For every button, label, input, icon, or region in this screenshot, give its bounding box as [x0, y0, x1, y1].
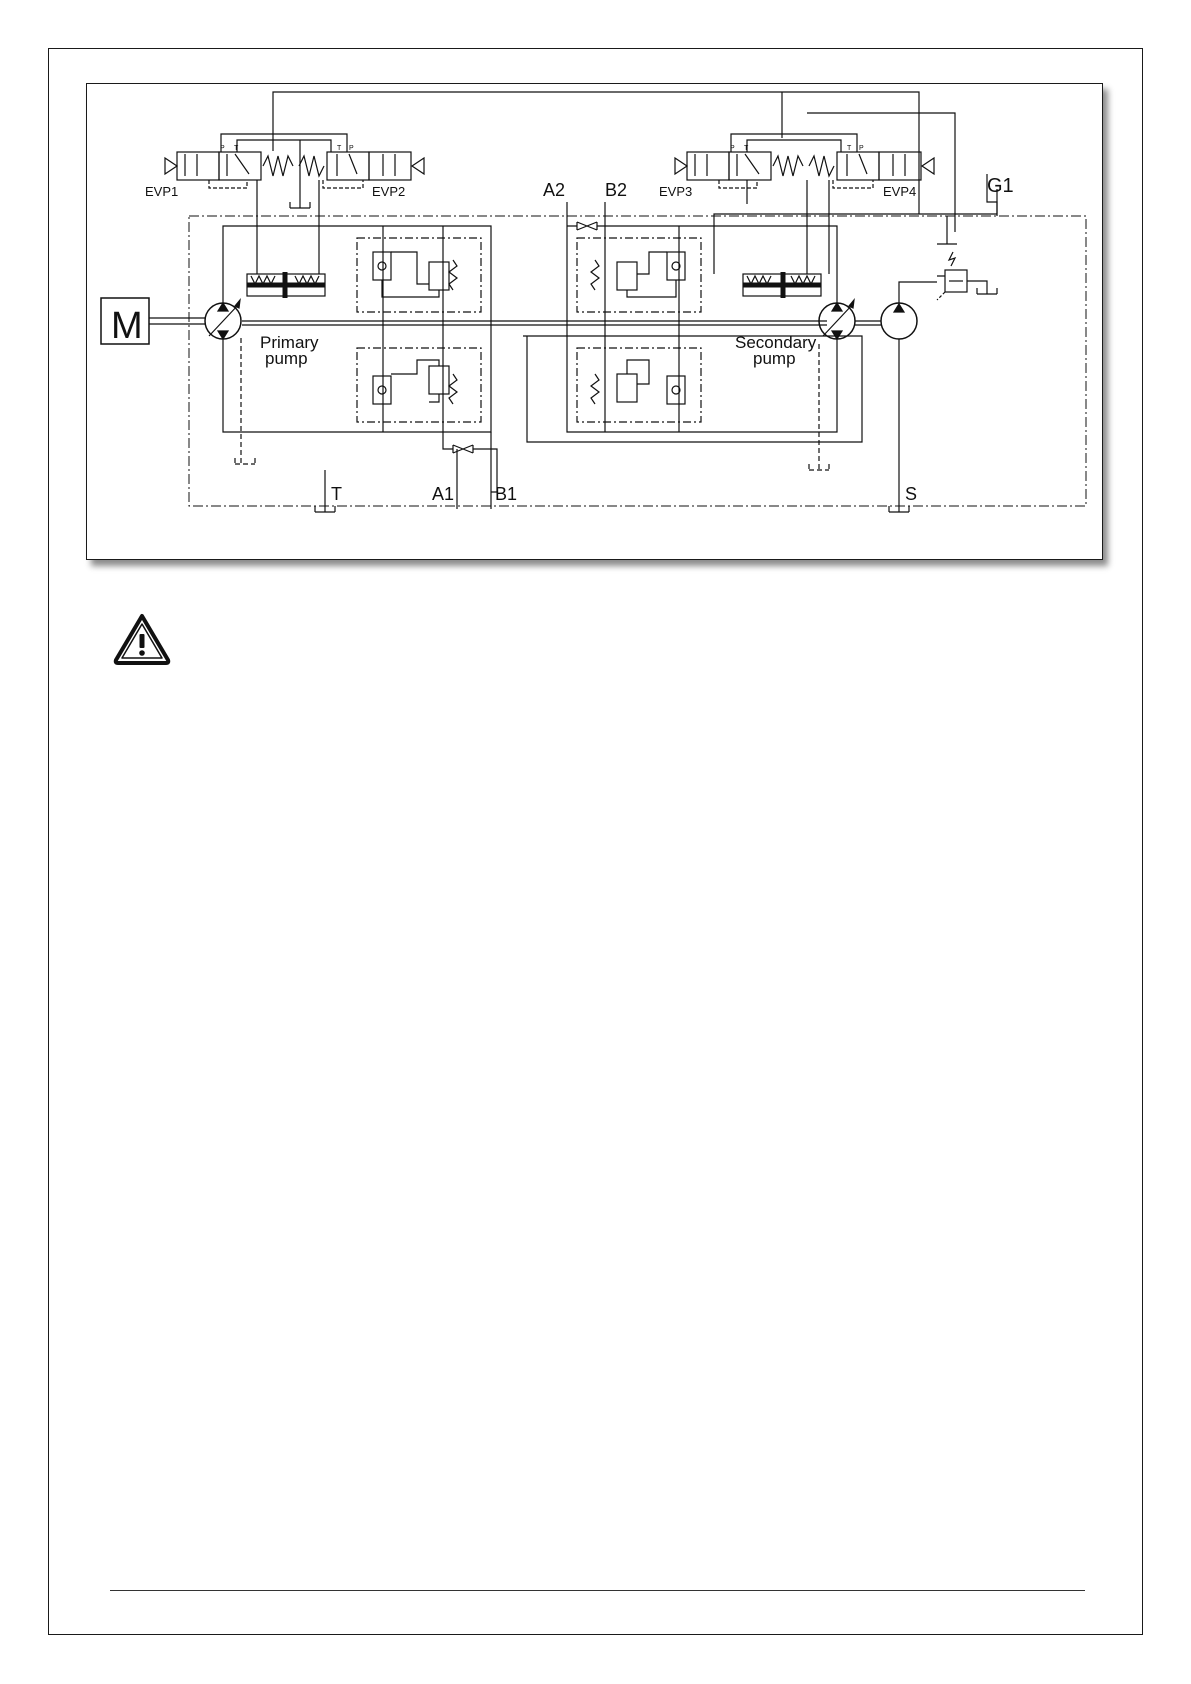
port-b1-label: B1 [495, 484, 518, 504]
pilot-line-top [273, 92, 919, 214]
secondary-pump-label-1: Secondary [735, 333, 817, 352]
charge-pump [881, 303, 917, 339]
charge-pump-shaft [855, 321, 881, 325]
port-s-label: S [905, 484, 918, 504]
motor-shaft [149, 318, 205, 324]
port-b2-label: B2 [605, 180, 628, 200]
evp34-pressure-line [731, 134, 857, 152]
evp12-tank-line [237, 140, 331, 152]
evp1-t-label: T [234, 145, 239, 152]
evp3-valve [675, 152, 803, 188]
evp2-valve [299, 152, 424, 188]
primary-servo-cylinder [247, 272, 325, 298]
footer-rule [110, 1590, 1085, 1591]
primary-pump-label-1: Primary [260, 333, 319, 352]
secondary-servo-cylinder [743, 272, 821, 298]
evp1-valve [165, 152, 293, 188]
evp3-p-label: P [730, 145, 735, 152]
secondary-relief-bottom [577, 348, 701, 422]
evp34-tank-line [747, 140, 841, 152]
evp4-valve [809, 152, 934, 188]
a2-b2-port-lines [567, 202, 605, 226]
secondary-relief-top [577, 238, 701, 312]
secondary-drain [809, 344, 829, 470]
primary-relief-bottom [357, 348, 481, 422]
motor-label: M [111, 305, 143, 347]
evp4-t-label: T [847, 145, 852, 152]
evp1-label: EVP1 [145, 184, 179, 199]
evp2-label: EVP2 [372, 184, 406, 199]
a1-line [443, 432, 497, 492]
hydraulic-schematic-figure [86, 83, 1103, 560]
evp2-t-label: T [337, 145, 342, 152]
evp4-p-label: P [859, 145, 864, 152]
port-g1-label: G1 [987, 175, 1014, 197]
port-a1-label: A1 [432, 484, 455, 504]
primary-pump [205, 300, 241, 339]
port-t-label: T [331, 484, 342, 504]
primary-relief-top [357, 238, 481, 312]
evp2-p-label: P [349, 145, 354, 152]
a1-ball-valve [453, 445, 473, 453]
evp1-p-label: P [220, 145, 225, 152]
evp3-label: EVP3 [659, 184, 693, 199]
evp4-label: EVP4 [883, 184, 917, 199]
secondary-circuit-loop [567, 226, 837, 432]
charge-pump-lines [899, 282, 937, 512]
primary-pump-label-2: pump [265, 349, 308, 368]
evp3-t-label: T [744, 145, 749, 152]
warning-triangle-icon [112, 612, 172, 666]
secondary-pump [819, 300, 855, 339]
evp12-pressure-line [221, 134, 347, 152]
primary-drain [235, 338, 255, 464]
secondary-pump-label-2: pump [753, 349, 796, 368]
a2-ball-valve [577, 222, 597, 230]
charge-relief-valve [937, 252, 997, 300]
port-a2-label: A2 [543, 180, 566, 200]
hydraulic-schematic [87, 84, 1102, 559]
